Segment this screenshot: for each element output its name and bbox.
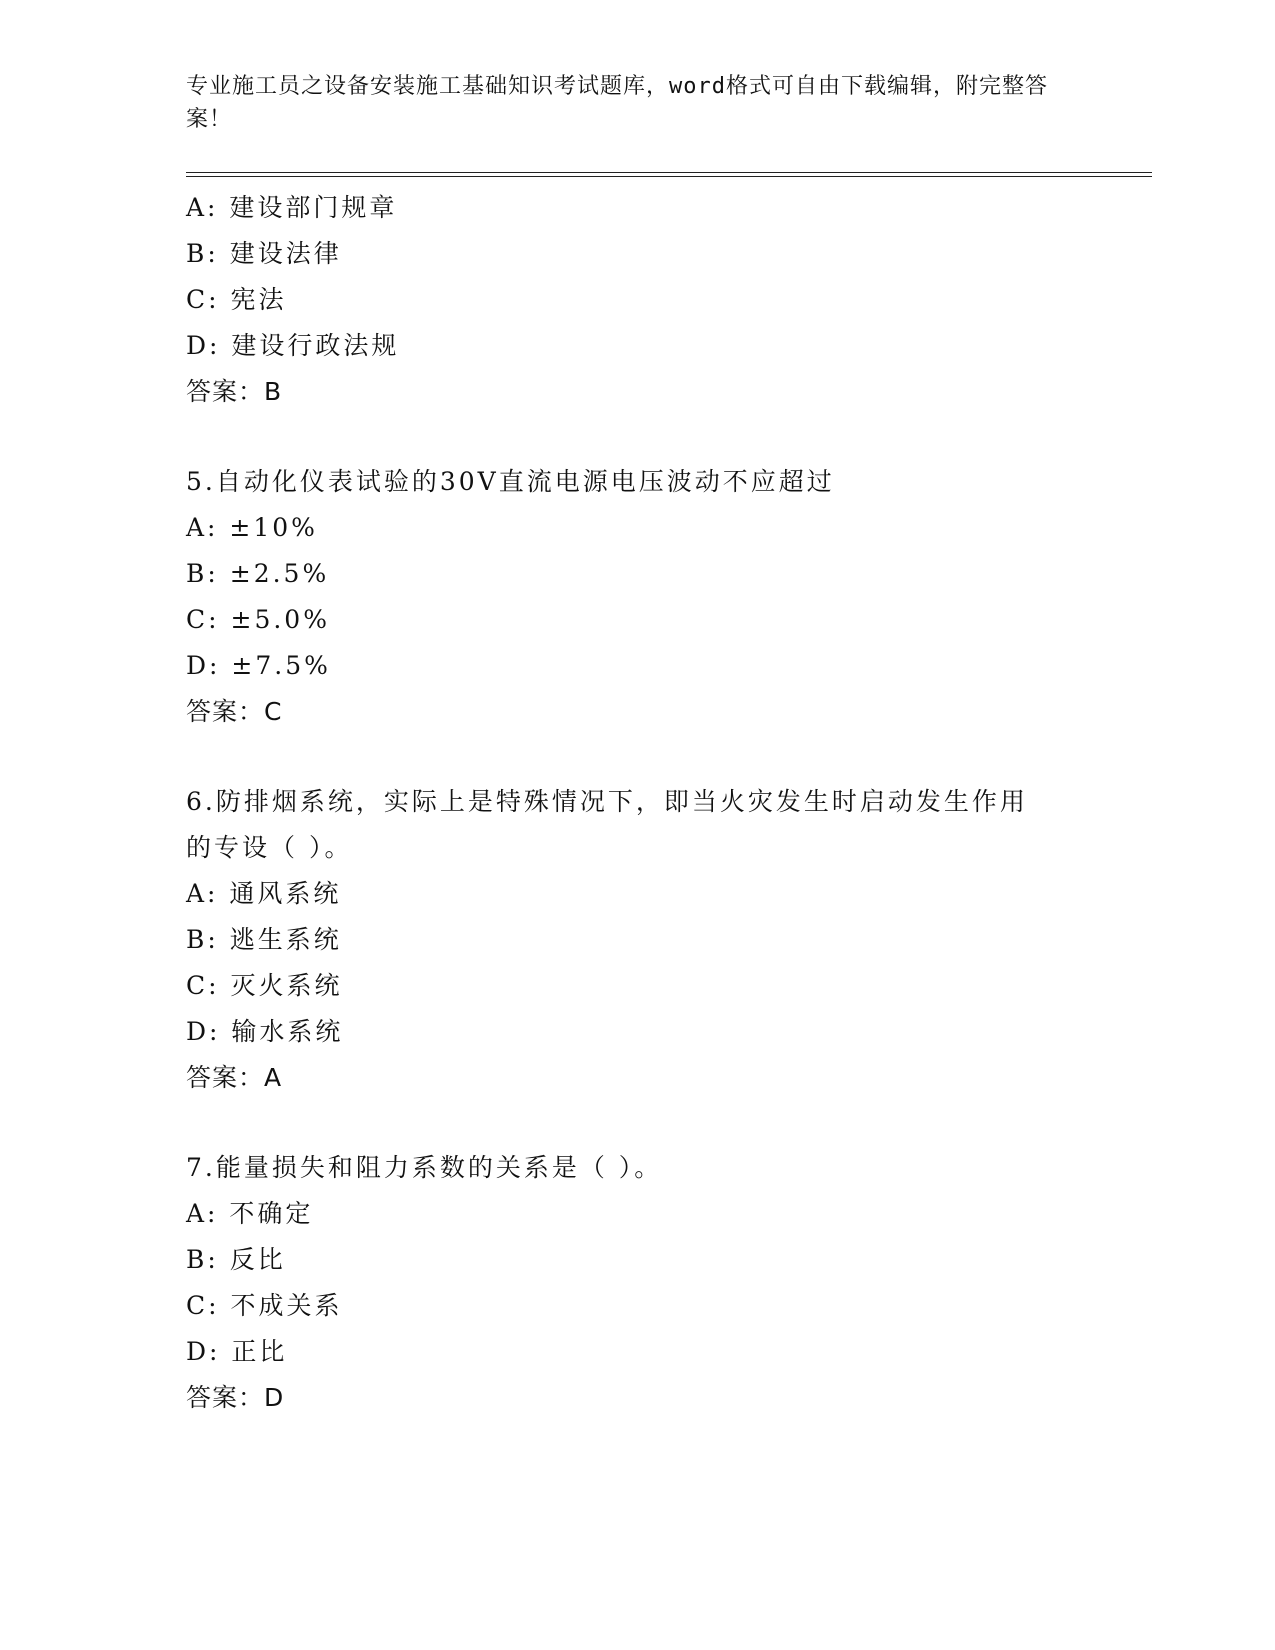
option-d: D: 输水系统 bbox=[186, 1017, 344, 1046]
option-a: A: 通风系统 bbox=[186, 879, 342, 908]
document-page bbox=[186, 70, 1152, 1421]
answer-line: 答案：B bbox=[186, 377, 283, 406]
option-b: B: 建设法律 bbox=[186, 239, 342, 268]
answer-line: 答案：D bbox=[186, 1383, 285, 1412]
option-b: B: ±2.5% bbox=[186, 559, 330, 588]
option-d: D: 建设行政法规 bbox=[186, 331, 400, 360]
option-c: C: 不成关系 bbox=[186, 1291, 343, 1320]
option-c: C: 宪法 bbox=[186, 285, 287, 314]
option-a: A: ±10% bbox=[186, 513, 318, 542]
option-c: C: 灭火系统 bbox=[186, 971, 343, 1000]
option-c: C: ±5.0% bbox=[186, 605, 330, 634]
question-6 bbox=[186, 779, 1152, 1101]
question-text: 7.能量损失和阻力系数的关系是（ ）。 bbox=[186, 1153, 663, 1182]
option-d: D: ±7.5% bbox=[186, 651, 331, 680]
option-d: D: 正比 bbox=[186, 1337, 288, 1366]
answer-line: 答案：C bbox=[186, 697, 283, 726]
document-header: 专业施工员之设备安装施工基础知识考试题库，word格式可自由下载编辑，附完整答案！ bbox=[186, 74, 1048, 132]
question-5 bbox=[186, 459, 1152, 735]
question-text: 5.自动化仪表试验的30V直流电源电压波动不应超过 bbox=[186, 467, 835, 496]
answer-line: 答案：A bbox=[186, 1063, 283, 1092]
option-b: B: 反比 bbox=[186, 1245, 286, 1274]
option-a: A: 不确定 bbox=[186, 1199, 314, 1228]
header-divider bbox=[186, 172, 1152, 177]
question-4-partial bbox=[186, 185, 1152, 415]
question-text: 6.防排烟系统，实际上是特殊情况下，即当火灾发生时启动发生作用的专设（ ）。 bbox=[186, 787, 1028, 862]
option-b: B: 逃生系统 bbox=[186, 925, 342, 954]
option-a: A: 建设部门规章 bbox=[186, 193, 398, 222]
question-7 bbox=[186, 1145, 1152, 1421]
